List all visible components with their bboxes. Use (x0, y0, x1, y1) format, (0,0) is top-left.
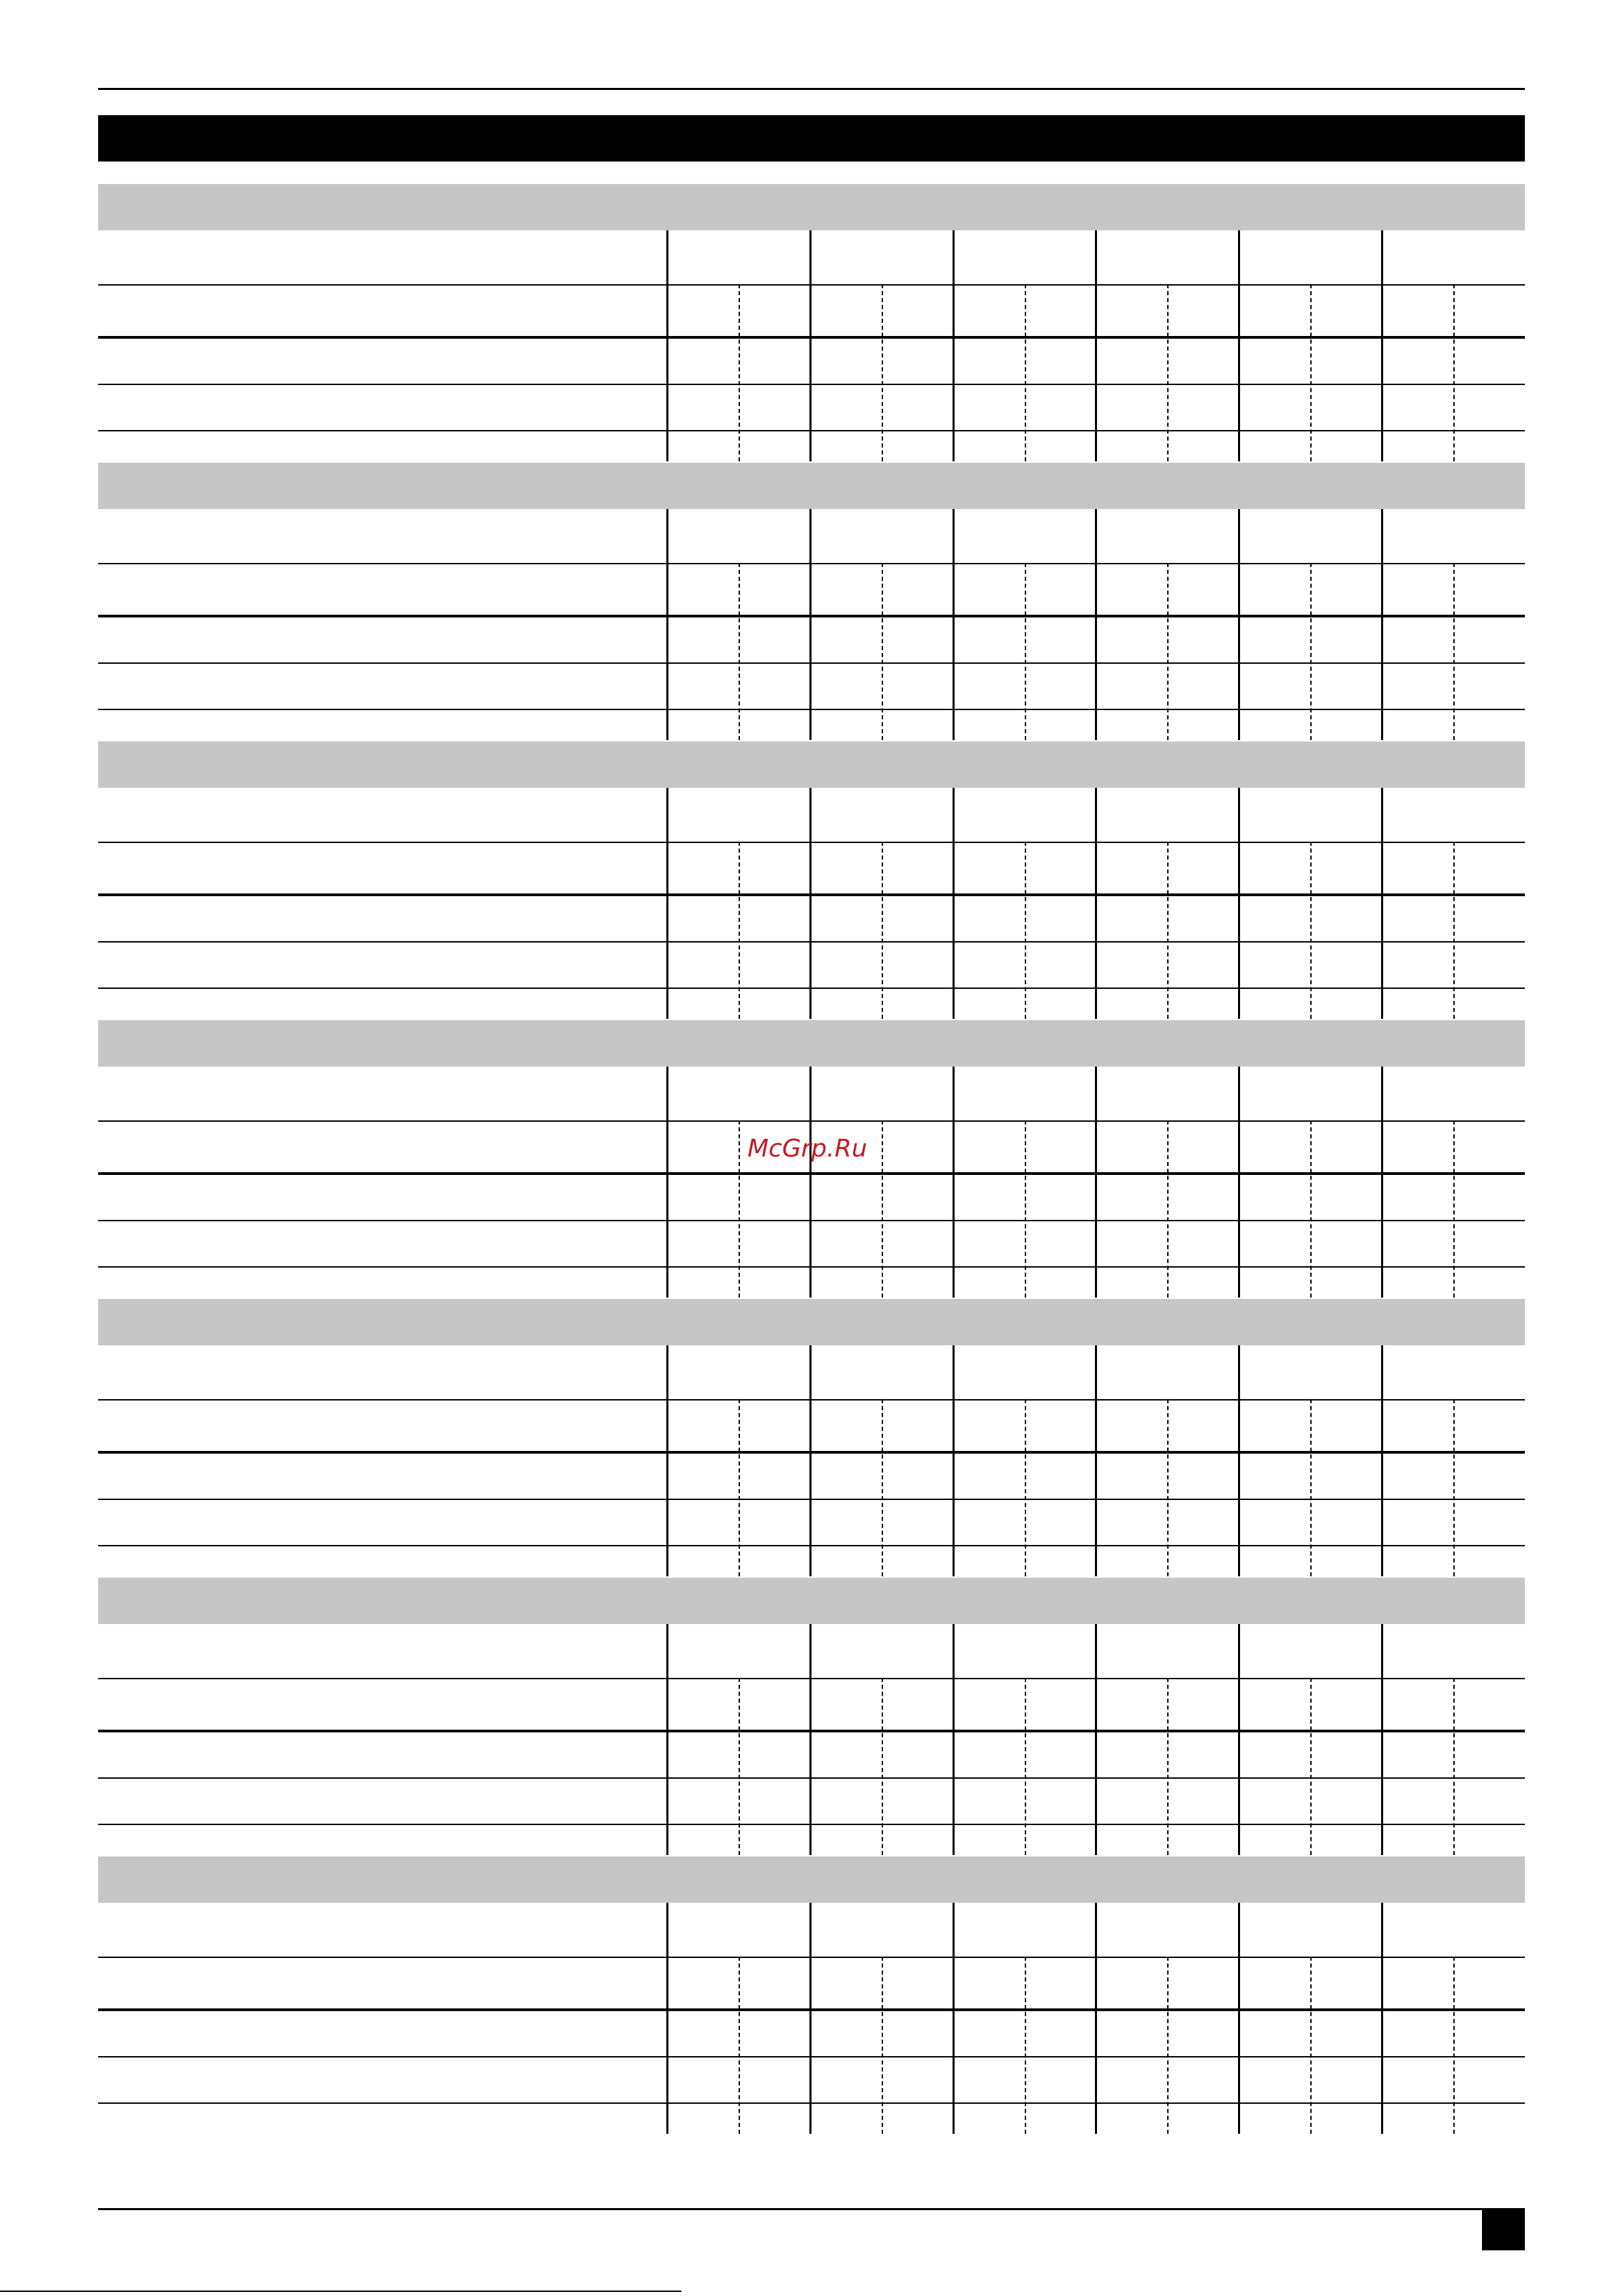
column-separator (666, 1624, 668, 1855)
sub-column-divider (1310, 1399, 1312, 1576)
column-separator (809, 1067, 812, 1298)
page-number-box (1482, 2209, 1525, 2250)
sub-column-divider (882, 284, 883, 461)
section-header (98, 463, 1525, 509)
sub-column-divider (739, 1957, 740, 2134)
column-separator (1238, 1345, 1240, 1576)
sub-column-divider (1310, 1120, 1312, 1298)
column-separator (953, 1903, 955, 2134)
sub-column-divider (1310, 284, 1312, 461)
column-separator (666, 1903, 668, 2134)
column-separator (1238, 788, 1240, 1019)
column-separator (953, 788, 955, 1019)
sub-column-divider (1025, 1957, 1026, 2134)
column-separator (1381, 1067, 1383, 1298)
column-separator (666, 788, 668, 1019)
sub-column-divider (1167, 1678, 1169, 1855)
section-header (98, 741, 1525, 788)
bottom-rule (98, 2208, 1525, 2210)
column-separator (809, 1624, 812, 1855)
section-header (98, 1299, 1525, 1345)
sub-column-divider (1025, 1120, 1026, 1298)
sub-column-divider (1453, 842, 1455, 1019)
sub-column-divider (1167, 1957, 1169, 2134)
sub-column-divider (1167, 284, 1169, 461)
sub-column-divider (1310, 563, 1312, 740)
column-separator (1095, 1624, 1097, 1855)
column-separator (1381, 1345, 1383, 1576)
column-separator (1381, 509, 1383, 740)
column-separator (1095, 788, 1097, 1019)
column-separator (666, 509, 668, 740)
column-separator (809, 509, 812, 740)
column-separator (1238, 230, 1240, 461)
column-separator (809, 230, 812, 461)
sub-column-divider (1167, 1399, 1169, 1576)
scan-edge (0, 2291, 681, 2292)
sub-column-divider (739, 1678, 740, 1855)
column-separator (1381, 788, 1383, 1019)
sub-column-divider (1025, 1399, 1026, 1576)
column-separator (1238, 509, 1240, 740)
column-separator (1381, 1624, 1383, 1855)
sub-column-divider (882, 1120, 883, 1298)
table-section (98, 1299, 1525, 1578)
column-separator (1238, 1903, 1240, 2134)
column-separator (953, 230, 955, 461)
column-separator (1238, 1067, 1240, 1298)
column-separator (1095, 1345, 1097, 1576)
column-separator (1095, 1903, 1097, 2134)
sub-column-divider (1167, 842, 1169, 1019)
top-rule (98, 88, 1525, 90)
column-separator (953, 509, 955, 740)
sub-column-divider (739, 842, 740, 1019)
sub-column-divider (1453, 1120, 1455, 1298)
column-separator (1095, 230, 1097, 461)
column-separator (1095, 509, 1097, 740)
section-header (98, 1856, 1525, 1903)
column-separator (809, 1903, 812, 2134)
section-header (98, 184, 1525, 230)
column-separator (809, 1345, 812, 1576)
column-separator (1238, 1624, 1240, 1855)
column-separator (953, 1067, 955, 1298)
sub-column-divider (1453, 1957, 1455, 2134)
sub-column-divider (1453, 563, 1455, 740)
column-separator (666, 1345, 668, 1576)
column-separator (809, 788, 812, 1019)
sub-column-divider (1025, 284, 1026, 461)
sub-column-divider (882, 1399, 883, 1576)
sub-column-divider (882, 563, 883, 740)
table-section (98, 1578, 1525, 1856)
section-header (98, 1020, 1525, 1067)
column-separator (1095, 1067, 1097, 1298)
sub-column-divider (1310, 1957, 1312, 2134)
sub-column-divider (739, 1399, 740, 1576)
sub-column-divider (1453, 1678, 1455, 1855)
table-section (98, 463, 1525, 741)
sub-column-divider (1310, 842, 1312, 1019)
sub-column-divider (1310, 1678, 1312, 1855)
sub-column-divider (882, 1957, 883, 2134)
sub-column-divider (739, 284, 740, 461)
sub-column-divider (1453, 284, 1455, 461)
table-section (98, 1856, 1525, 2135)
sub-column-divider (1167, 1120, 1169, 1298)
sub-column-divider (1167, 563, 1169, 740)
sub-column-divider (739, 1120, 740, 1298)
column-separator (666, 230, 668, 461)
page-title-bar (98, 115, 1525, 162)
sub-column-divider (882, 842, 883, 1019)
column-separator (1381, 1903, 1383, 2134)
column-separator (666, 1067, 668, 1298)
table-section (98, 741, 1525, 1020)
sub-column-divider (882, 1678, 883, 1855)
watermark: McGrp.Ru (747, 1135, 867, 1163)
column-separator (1381, 230, 1383, 461)
column-separator (953, 1345, 955, 1576)
sub-column-divider (1025, 563, 1026, 740)
section-header (98, 1578, 1525, 1624)
sub-column-divider (1025, 1678, 1026, 1855)
column-separator (953, 1624, 955, 1855)
sub-column-divider (1453, 1399, 1455, 1576)
table-section (98, 184, 1525, 463)
sub-column-divider (739, 563, 740, 740)
sub-column-divider (1025, 842, 1026, 1019)
